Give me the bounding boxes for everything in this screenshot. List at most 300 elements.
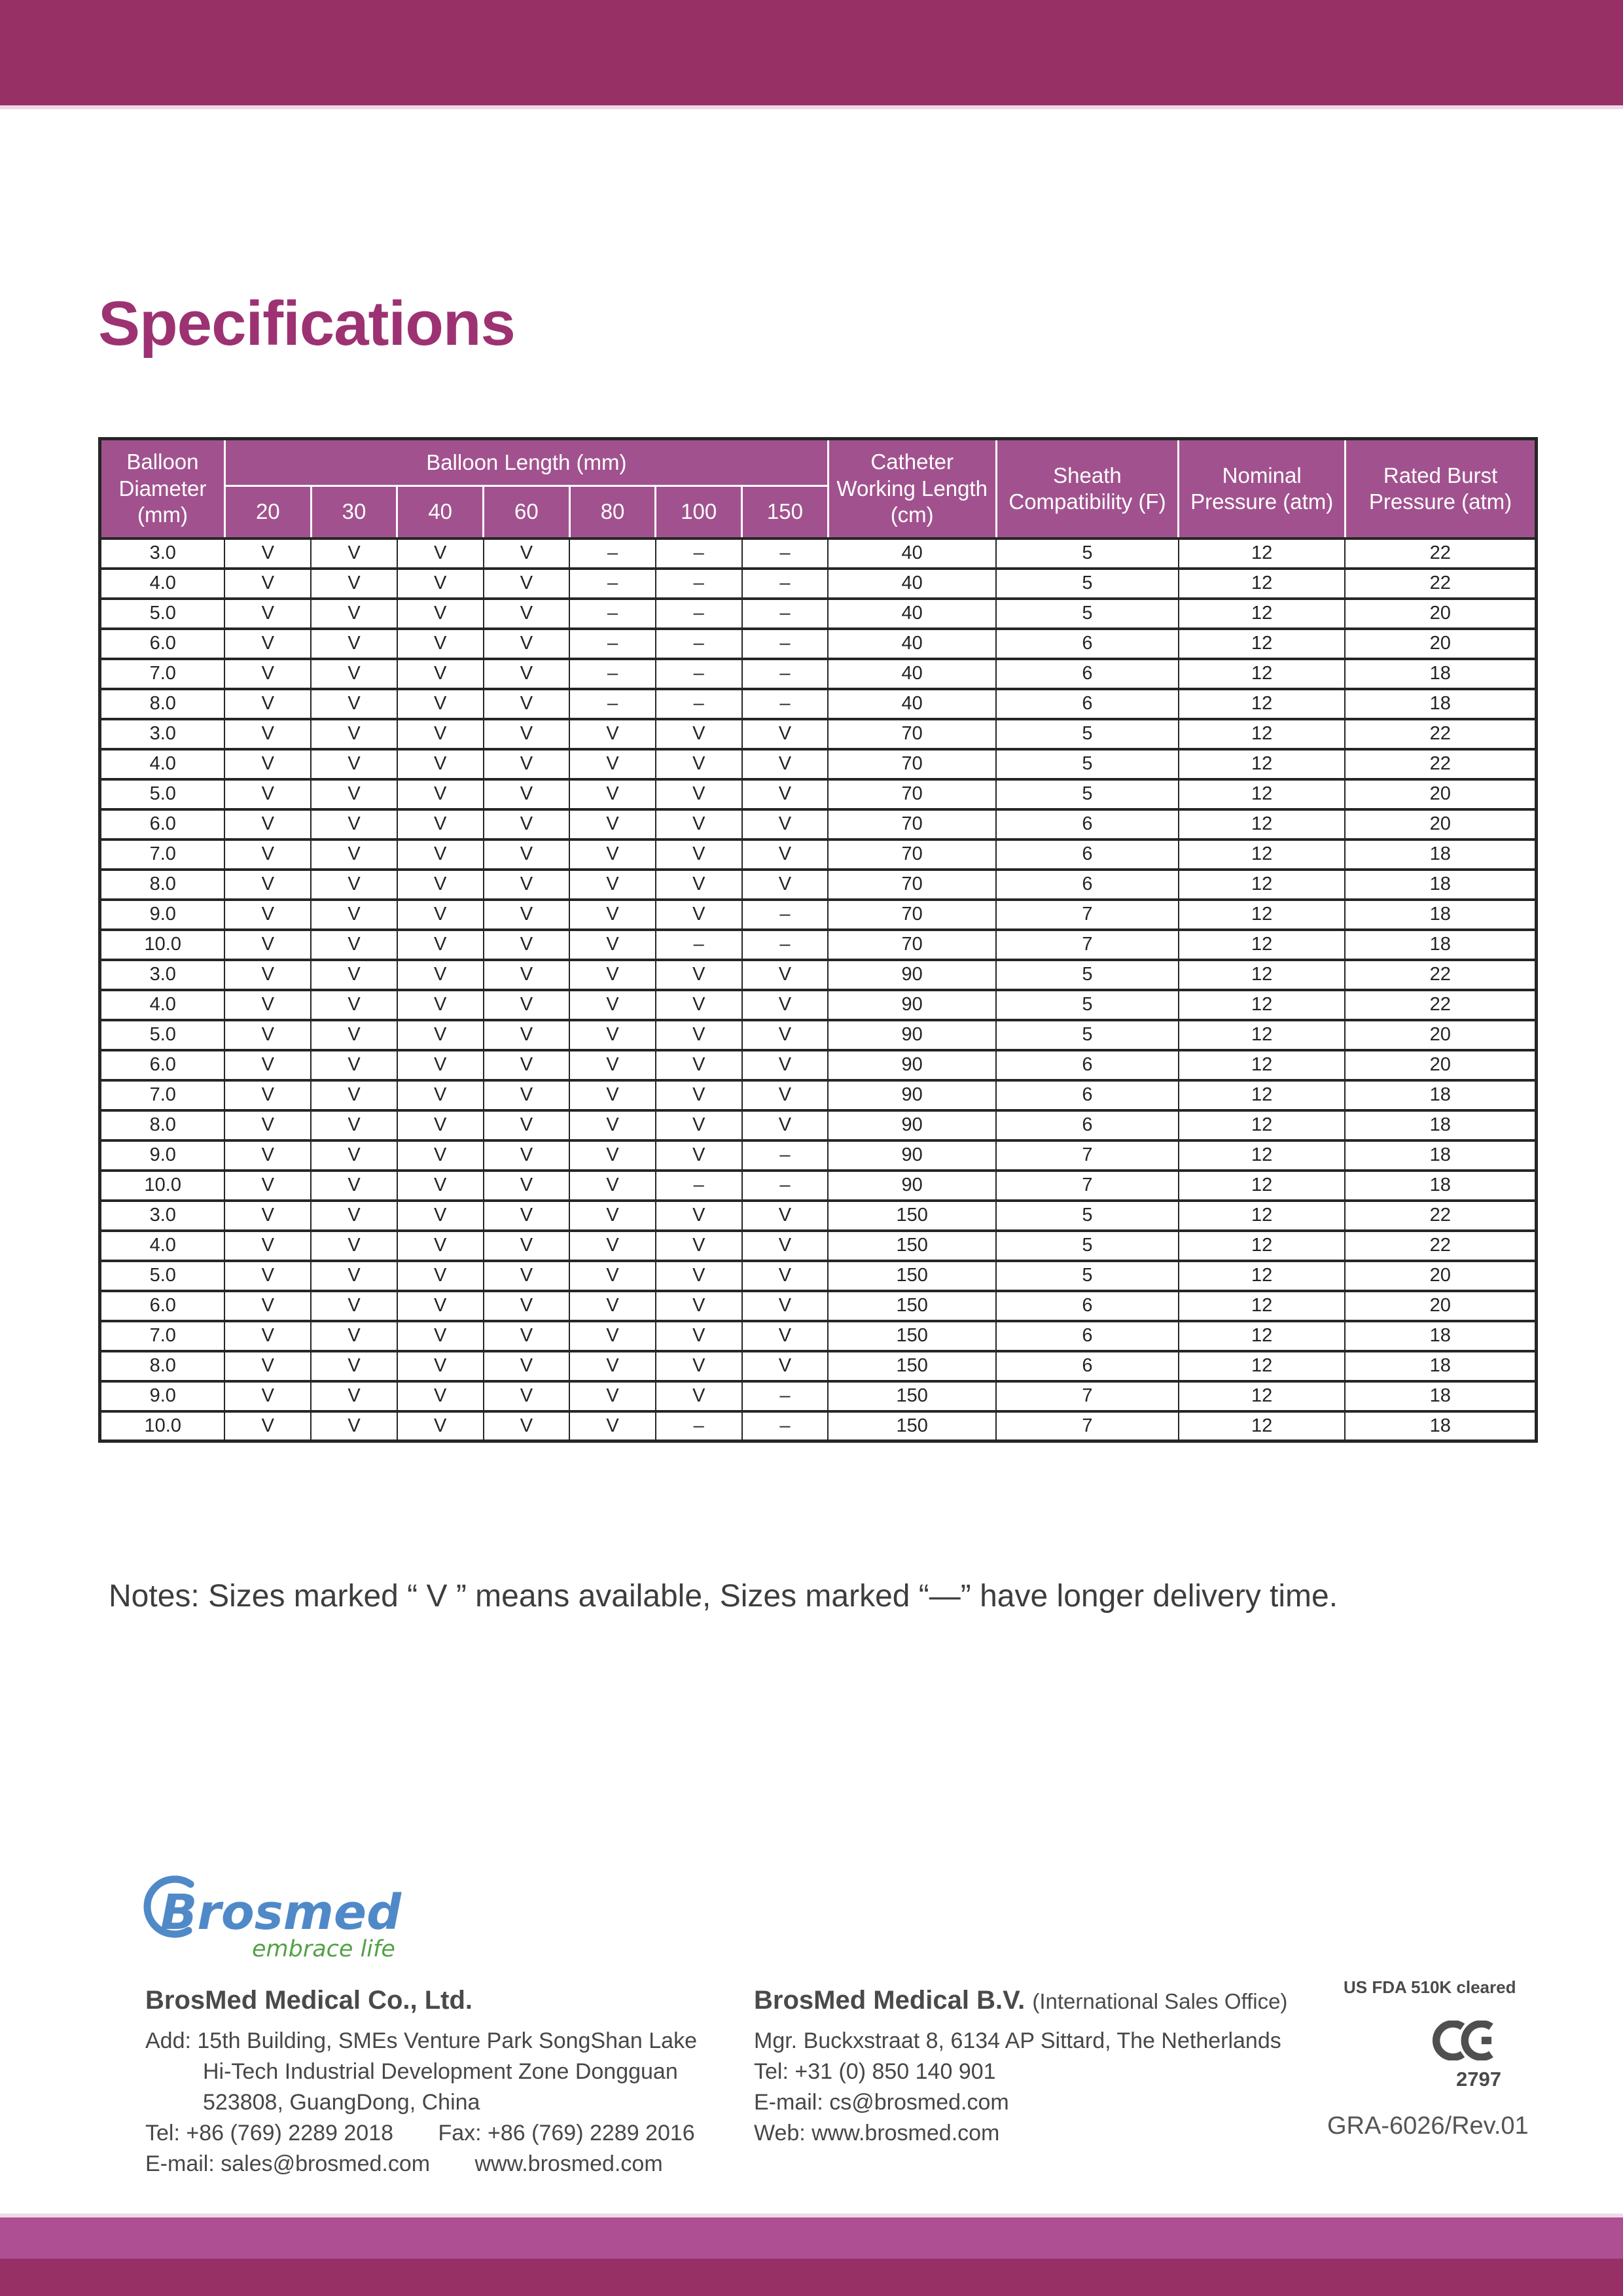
table-row — [100, 1231, 1537, 1261]
table-cell: V — [484, 1110, 570, 1140]
table-cell: V — [569, 1231, 656, 1261]
table-cell: 6 — [996, 1110, 1179, 1140]
table-cell: – — [742, 1411, 829, 1441]
table-cell: V — [224, 689, 311, 719]
table-cell: 150 — [828, 1261, 996, 1291]
table-row — [100, 629, 1537, 659]
top-brand-bar-underline — [0, 105, 1623, 109]
table-cell: V — [224, 930, 311, 960]
table-cell: 5 — [996, 1231, 1179, 1261]
table-cell: 12 — [1179, 539, 1346, 569]
top-brand-bar — [0, 0, 1623, 105]
table-cell: 7.0 — [100, 1080, 225, 1110]
table-cell: V — [656, 1351, 742, 1381]
table-cell: V — [311, 1231, 397, 1261]
table-cell: 9.0 — [100, 1140, 225, 1171]
table-cell: 40 — [828, 659, 996, 689]
table-cell: 70 — [828, 749, 996, 779]
company-cn-fax: Fax: +86 (769) 2289 2016 — [438, 2121, 695, 2146]
table-cell: 6 — [996, 1351, 1179, 1381]
table-cell: 8.0 — [100, 1110, 225, 1140]
table-cell: V — [569, 839, 656, 870]
table-cell: V — [311, 779, 397, 809]
table-cell: V — [484, 1261, 570, 1291]
table-cell: 9.0 — [100, 900, 225, 930]
table-cell: V — [484, 659, 570, 689]
table-cell: V — [224, 809, 311, 839]
table-cell: – — [742, 659, 829, 689]
table-cell: V — [224, 599, 311, 629]
table-cell: 7 — [996, 1171, 1179, 1201]
table-cell: 70 — [828, 809, 996, 839]
table-cell: 5.0 — [100, 1261, 225, 1291]
table-cell: V — [656, 1020, 742, 1050]
table-row — [100, 749, 1537, 779]
table-cell: V — [484, 900, 570, 930]
table-cell: V — [311, 1110, 397, 1140]
table-cell: 18 — [1345, 1381, 1536, 1411]
table-cell: 6.0 — [100, 629, 225, 659]
table-cell: V — [484, 1351, 570, 1381]
table-cell: – — [742, 599, 829, 629]
table-cell: V — [311, 1020, 397, 1050]
table-cell: V — [311, 1411, 397, 1441]
table-cell: 20 — [1345, 629, 1536, 659]
company-cn-phone-row — [145, 2118, 734, 2149]
header-length-150: 150 — [742, 486, 829, 539]
table-cell: V — [569, 990, 656, 1020]
table-cell: 4.0 — [100, 749, 225, 779]
table-cell: V — [484, 1080, 570, 1110]
company-cn-address-line3: 523808, GuangDong, China — [203, 2090, 480, 2115]
table-cell: V — [484, 960, 570, 990]
table-cell: 18 — [1345, 1321, 1536, 1351]
table-cell: V — [224, 1261, 311, 1291]
table-cell: 12 — [1179, 1291, 1346, 1321]
table-cell: 5.0 — [100, 599, 225, 629]
table-cell: V — [484, 1411, 570, 1441]
table-cell: V — [397, 1321, 484, 1351]
table-cell: 12 — [1179, 809, 1346, 839]
company-intl-web: Web: www.brosmed.com — [754, 2121, 1000, 2146]
table-cell: V — [397, 1020, 484, 1050]
page-title: Specifications — [98, 289, 515, 359]
table-cell: V — [397, 1291, 484, 1321]
table-cell: 70 — [828, 839, 996, 870]
table-cell: V — [484, 569, 570, 599]
table-cell: 70 — [828, 930, 996, 960]
table-row — [100, 1110, 1537, 1140]
table-row — [100, 719, 1537, 749]
table-cell: 7 — [996, 1411, 1179, 1441]
table-cell: – — [656, 539, 742, 569]
table-row — [100, 569, 1537, 599]
table-cell: V — [224, 1080, 311, 1110]
table-cell: 20 — [1345, 779, 1536, 809]
table-cell: V — [656, 809, 742, 839]
table-cell: – — [656, 689, 742, 719]
header-balloon-diameter: Balloon Diameter (mm) — [100, 439, 225, 539]
table-cell: 12 — [1179, 960, 1346, 990]
table-cell: 18 — [1345, 1171, 1536, 1201]
table-cell: 6 — [996, 1291, 1179, 1321]
table-row — [100, 900, 1537, 930]
table-cell: 12 — [1179, 569, 1346, 599]
header-length-20: 20 — [224, 486, 311, 539]
header-balloon-length-group: Balloon Length (mm) — [224, 439, 828, 486]
table-cell: 6 — [996, 629, 1179, 659]
table-row — [100, 689, 1537, 719]
table-cell: V — [484, 539, 570, 569]
table-cell: V — [311, 539, 397, 569]
table-cell: – — [742, 1381, 829, 1411]
table-cell: V — [397, 1201, 484, 1231]
table-row — [100, 1411, 1537, 1441]
table-row — [100, 1140, 1537, 1171]
table-cell: 3.0 — [100, 960, 225, 990]
logo-tagline-text: embrace life — [252, 1936, 395, 1962]
table-cell: V — [484, 1050, 570, 1080]
table-cell: V — [397, 1261, 484, 1291]
table-header-group-row — [100, 439, 1537, 486]
table-cell: V — [569, 1020, 656, 1050]
table-cell: 5 — [996, 599, 1179, 629]
table-cell: 12 — [1179, 1381, 1346, 1411]
table-cell: 18 — [1345, 1080, 1536, 1110]
table-cell: 40 — [828, 689, 996, 719]
table-cell: 40 — [828, 599, 996, 629]
table-cell: 22 — [1345, 1231, 1536, 1261]
table-cell: V — [224, 569, 311, 599]
table-cell: V — [397, 1171, 484, 1201]
table-row — [100, 1351, 1537, 1381]
table-cell: 150 — [828, 1381, 996, 1411]
table-cell: 90 — [828, 1020, 996, 1050]
table-cell: V — [656, 1080, 742, 1110]
logo-brand-text: Brosmed — [160, 1884, 402, 1941]
table-cell: V — [311, 1171, 397, 1201]
table-cell: 6.0 — [100, 1050, 225, 1080]
table-cell: 12 — [1179, 930, 1346, 960]
table-cell: 9.0 — [100, 1381, 225, 1411]
table-cell: 12 — [1179, 689, 1346, 719]
table-cell: 12 — [1179, 599, 1346, 629]
table-cell: 22 — [1345, 719, 1536, 749]
company-cn-address-line2: Hi-Tech Industrial Development Zone Dongguan — [203, 2059, 678, 2084]
table-cell: V — [224, 1321, 311, 1351]
table-cell: V — [224, 719, 311, 749]
table-row — [100, 990, 1537, 1020]
brosmed-logo — [141, 1870, 416, 1975]
table-cell: V — [484, 1381, 570, 1411]
header-length-40: 40 — [397, 486, 484, 539]
table-cell: 12 — [1179, 1171, 1346, 1201]
table-cell: 18 — [1345, 689, 1536, 719]
company-block-intl — [754, 1986, 1317, 2149]
table-cell: V — [569, 809, 656, 839]
table-cell: 5.0 — [100, 1020, 225, 1050]
table-cell: V — [397, 1381, 484, 1411]
table-cell: V — [569, 930, 656, 960]
table-cell: 5 — [996, 1261, 1179, 1291]
table-cell: 70 — [828, 719, 996, 749]
table-cell: V — [397, 689, 484, 719]
specifications-table — [98, 437, 1538, 1443]
table-cell: V — [397, 839, 484, 870]
table-cell: 6 — [996, 1050, 1179, 1080]
table-cell: 20 — [1345, 1261, 1536, 1291]
table-cell: V — [397, 1411, 484, 1441]
table-cell: – — [656, 930, 742, 960]
table-cell: V — [311, 1261, 397, 1291]
table-cell: 10.0 — [100, 1171, 225, 1201]
table-cell: 90 — [828, 1110, 996, 1140]
table-cell: – — [742, 1171, 829, 1201]
table-cell: V — [397, 629, 484, 659]
table-cell: 5 — [996, 1020, 1179, 1050]
table-cell: V — [224, 1411, 311, 1441]
table-cell: V — [656, 1201, 742, 1231]
table-cell: V — [224, 1231, 311, 1261]
table-cell: V — [656, 839, 742, 870]
table-cell: V — [311, 960, 397, 990]
table-cell: 7 — [996, 930, 1179, 960]
table-cell: V — [656, 1291, 742, 1321]
table-cell: V — [569, 1140, 656, 1171]
table-cell: V — [224, 629, 311, 659]
table-cell: V — [484, 1201, 570, 1231]
table-cell: V — [742, 1201, 829, 1231]
table-cell: 90 — [828, 1050, 996, 1080]
table-cell: 20 — [1345, 1291, 1536, 1321]
table-cell: V — [397, 539, 484, 569]
table-cell: V — [569, 1080, 656, 1110]
table-row — [100, 809, 1537, 839]
table-cell: – — [569, 539, 656, 569]
table-cell: V — [224, 779, 311, 809]
table-cell: 4.0 — [100, 569, 225, 599]
table-cell: V — [742, 1261, 829, 1291]
table-cell: V — [397, 1351, 484, 1381]
table-cell: 4.0 — [100, 990, 225, 1020]
company-intl-name-row — [754, 1986, 1317, 2015]
table-cell: V — [569, 1291, 656, 1321]
table-row — [100, 839, 1537, 870]
document-reference: GRA-6026/Rev.01 — [1327, 2112, 1529, 2140]
table-cell: V — [742, 779, 829, 809]
table-row — [100, 1020, 1537, 1050]
table-cell: V — [656, 1381, 742, 1411]
table-cell: V — [742, 1080, 829, 1110]
table-cell: V — [224, 539, 311, 569]
table-cell: V — [484, 689, 570, 719]
table-cell: 12 — [1179, 719, 1346, 749]
table-cell: 12 — [1179, 1231, 1346, 1261]
table-cell: 3.0 — [100, 719, 225, 749]
table-cell: 10.0 — [100, 930, 225, 960]
table-cell: 90 — [828, 1140, 996, 1171]
table-cell: 5 — [996, 1201, 1179, 1231]
table-cell: 12 — [1179, 779, 1346, 809]
table-cell: V — [656, 960, 742, 990]
table-cell: V — [311, 689, 397, 719]
company-intl-email: E-mail: cs@brosmed.com — [754, 2090, 1009, 2115]
table-cell: 22 — [1345, 749, 1536, 779]
table-row — [100, 1261, 1537, 1291]
company-cn-tel: Tel: +86 (769) 2289 2018 — [145, 2121, 394, 2146]
table-cell: 18 — [1345, 1140, 1536, 1171]
ce-mark-block — [1431, 2021, 1504, 2091]
table-cell: 150 — [828, 1321, 996, 1351]
table-cell: V — [311, 809, 397, 839]
table-cell: 8.0 — [100, 870, 225, 900]
table-cell: V — [397, 1231, 484, 1261]
table-cell: V — [569, 749, 656, 779]
company-cn-name: BrosMed Medical Co., Ltd. — [145, 1986, 473, 2015]
table-cell: V — [484, 629, 570, 659]
table-row — [100, 539, 1537, 569]
table-cell: V — [311, 930, 397, 960]
table-cell: 5 — [996, 719, 1179, 749]
table-cell: 70 — [828, 870, 996, 900]
table-cell: V — [397, 990, 484, 1020]
table-cell: 18 — [1345, 659, 1536, 689]
table-cell: 5.0 — [100, 779, 225, 809]
table-cell: V — [397, 930, 484, 960]
table-cell: 5 — [996, 960, 1179, 990]
table-cell: 12 — [1179, 990, 1346, 1020]
table-row — [100, 599, 1537, 629]
table-cell: V — [397, 1110, 484, 1140]
table-cell: 5 — [996, 749, 1179, 779]
table-cell: V — [742, 749, 829, 779]
table-cell: V — [742, 1291, 829, 1321]
table-cell: 12 — [1179, 1080, 1346, 1110]
table-cell: V — [224, 900, 311, 930]
brosmed-logo-icon — [141, 1870, 416, 1975]
table-cell: 12 — [1179, 749, 1346, 779]
table-cell: 12 — [1179, 1261, 1346, 1291]
table-cell: V — [484, 839, 570, 870]
table-cell: 5 — [996, 779, 1179, 809]
ce-notified-body-number: 2797 — [1456, 2068, 1501, 2091]
table-cell: V — [397, 719, 484, 749]
table-cell: 40 — [828, 539, 996, 569]
table-cell: V — [569, 1381, 656, 1411]
table-cell: 150 — [828, 1411, 996, 1441]
table-cell: 40 — [828, 629, 996, 659]
table-cell: V — [484, 1231, 570, 1261]
table-cell: V — [742, 960, 829, 990]
table-cell: V — [311, 719, 397, 749]
header-length-60: 60 — [484, 486, 570, 539]
table-cell: V — [311, 990, 397, 1020]
table-cell: V — [569, 1351, 656, 1381]
table-cell: V — [569, 719, 656, 749]
table-cell: – — [742, 629, 829, 659]
table-row — [100, 659, 1537, 689]
table-cell: V — [397, 809, 484, 839]
table-cell: 18 — [1345, 1110, 1536, 1140]
table-cell: V — [224, 960, 311, 990]
table-cell: V — [569, 1261, 656, 1291]
table-cell: 7 — [996, 900, 1179, 930]
table-cell: V — [311, 599, 397, 629]
table-row — [100, 1171, 1537, 1201]
table-cell: V — [224, 1291, 311, 1321]
table-cell: 90 — [828, 1080, 996, 1110]
notes-text: Notes: Sizes marked “ V ” means available, Sizes marked “—” have longer delivery time. — [109, 1579, 1338, 1614]
table-cell: V — [656, 719, 742, 749]
table-cell: V — [224, 1140, 311, 1171]
table-cell: – — [656, 599, 742, 629]
table-cell: 18 — [1345, 1411, 1536, 1441]
table-cell: V — [311, 1351, 397, 1381]
table-cell: V — [742, 809, 829, 839]
table-cell: 20 — [1345, 1020, 1536, 1050]
table-cell: 22 — [1345, 1201, 1536, 1231]
table-cell: V — [311, 659, 397, 689]
table-cell: V — [224, 1050, 311, 1080]
company-intl-name: BrosMed Medical B.V. — [754, 1986, 1026, 2015]
table-cell: V — [656, 1321, 742, 1351]
table-cell: – — [742, 900, 829, 930]
table-cell: – — [569, 659, 656, 689]
table-cell: V — [484, 870, 570, 900]
table-cell: 7.0 — [100, 659, 225, 689]
table-cell: 18 — [1345, 900, 1536, 930]
table-cell: V — [569, 1050, 656, 1080]
table-cell: 150 — [828, 1351, 996, 1381]
table-cell: V — [656, 749, 742, 779]
header-catheter-working-length: Catheter Working Length (cm) — [828, 439, 996, 539]
table-cell: 90 — [828, 960, 996, 990]
table-cell: 6.0 — [100, 809, 225, 839]
table-cell: V — [397, 1140, 484, 1171]
table-cell: 6 — [996, 659, 1179, 689]
table-row — [100, 870, 1537, 900]
table-cell: 12 — [1179, 1351, 1346, 1381]
table-cell: V — [484, 1321, 570, 1351]
table-cell: V — [569, 1110, 656, 1140]
table-cell: V — [311, 749, 397, 779]
table-cell: V — [742, 1020, 829, 1050]
table-cell: 20 — [1345, 1050, 1536, 1080]
table-cell: V — [569, 1321, 656, 1351]
table-cell: 12 — [1179, 1201, 1346, 1231]
table-cell: 22 — [1345, 539, 1536, 569]
table-cell: V — [224, 990, 311, 1020]
table-cell: 5 — [996, 990, 1179, 1020]
table-cell: V — [224, 1351, 311, 1381]
table-cell: V — [397, 1050, 484, 1080]
table-cell: 7.0 — [100, 1321, 225, 1351]
table-cell: V — [311, 839, 397, 870]
table-cell: 7 — [996, 1140, 1179, 1171]
bottom-band-dark — [0, 2259, 1623, 2296]
header-sheath-compatibility: Sheath Compatibility (F) — [996, 439, 1179, 539]
table-row — [100, 1321, 1537, 1351]
table-cell: 6 — [996, 689, 1179, 719]
header-rated-burst-pressure: Rated Burst Pressure (atm) — [1345, 439, 1536, 539]
fda-cleared-label: US FDA 510K cleared — [1344, 1977, 1516, 1997]
table-cell: V — [224, 1381, 311, 1411]
table-cell: V — [224, 1110, 311, 1140]
company-cn-web: www.brosmed.com — [474, 2151, 663, 2176]
table-cell: 150 — [828, 1291, 996, 1321]
table-row — [100, 1291, 1537, 1321]
table-cell: 18 — [1345, 839, 1536, 870]
